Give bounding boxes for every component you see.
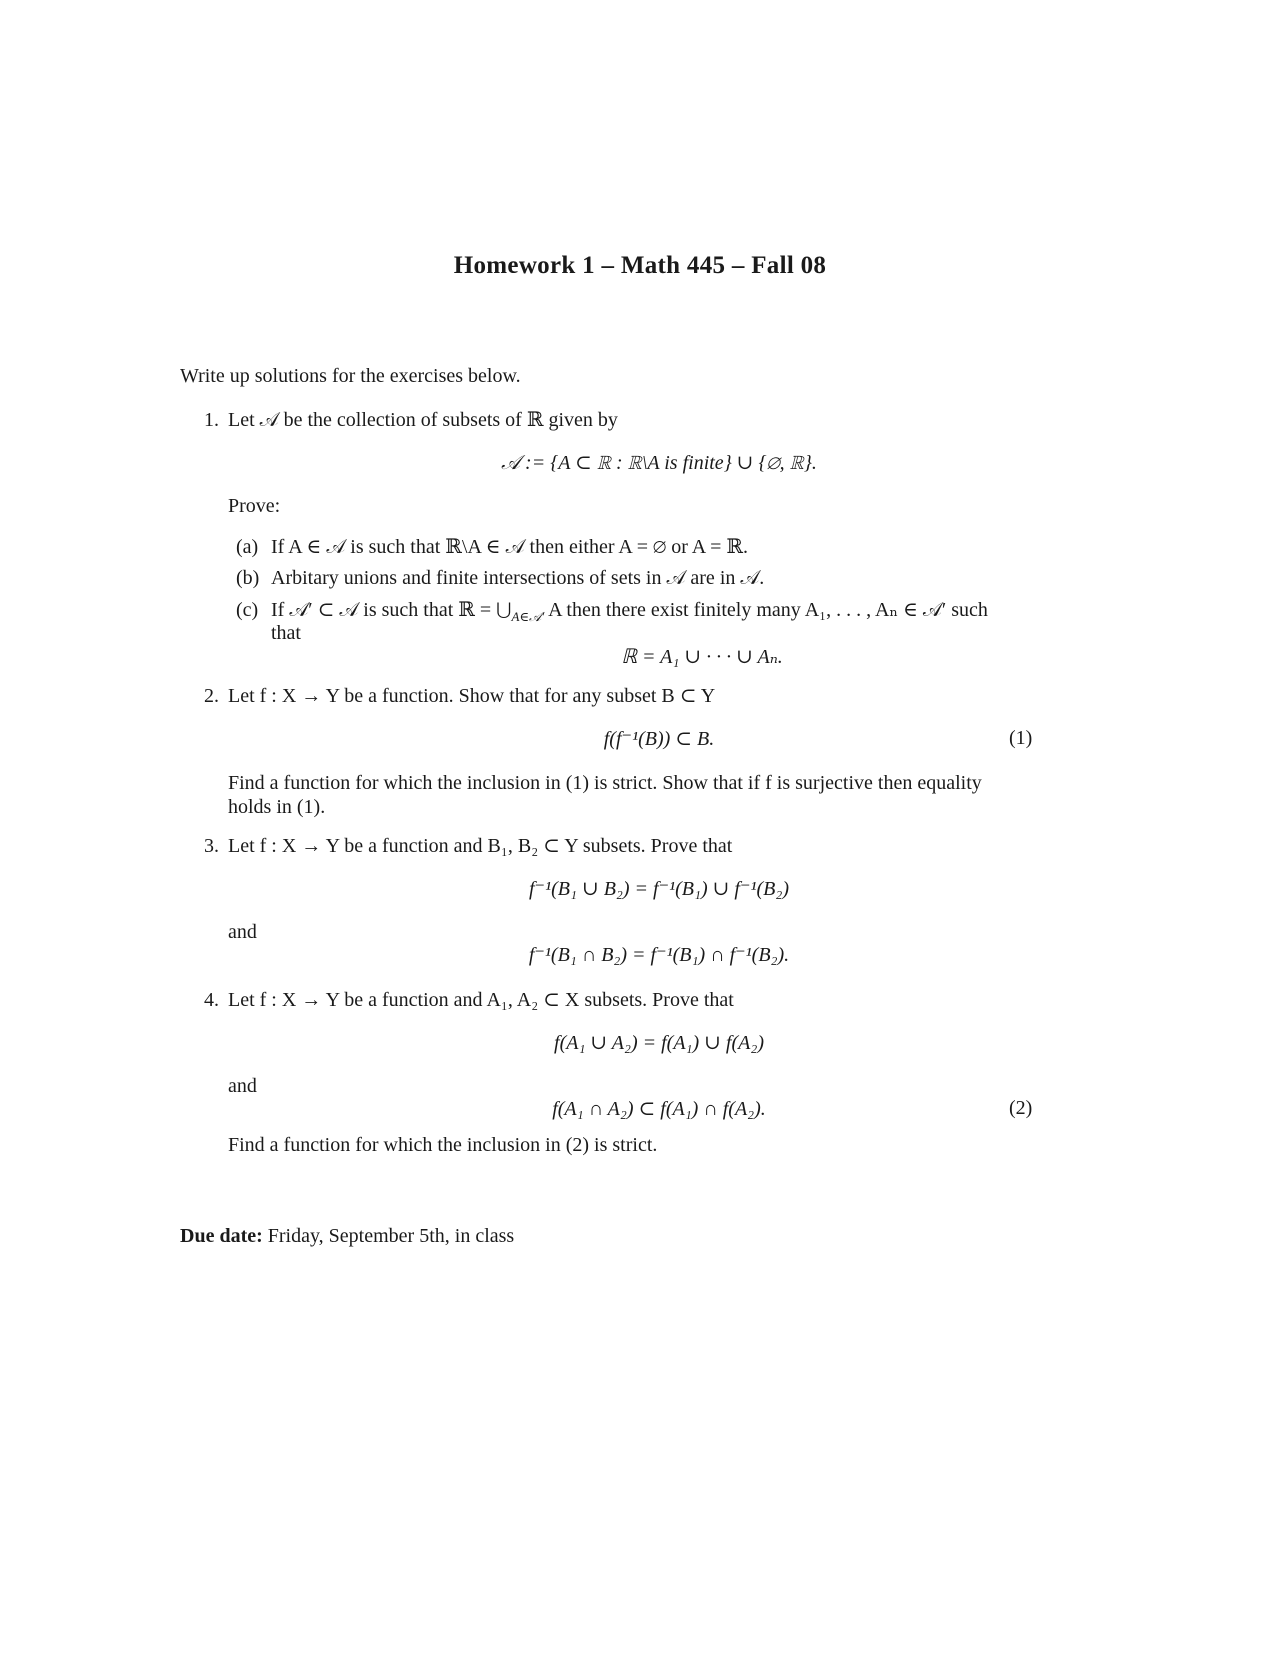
part-c-text-line2: that	[271, 622, 301, 644]
problem-3-and: and	[228, 921, 257, 943]
part-c-label: (c)	[236, 599, 259, 621]
problem-1-equation: 𝒜 := {A ⊂ ℝ : ℝ\A is finite} ∪ {∅, ℝ}.	[501, 452, 817, 474]
due-date-label: Due date:	[180, 1225, 263, 1247]
problem-1-text: Let 𝒜 be the collection of subsets of ℝ given by	[228, 409, 618, 431]
problem-1-prove-label: Prove:	[228, 495, 281, 517]
problem-4-followup: Find a function for which the inclusion in (2) is strict.	[228, 1134, 658, 1156]
problem-4-number: 4.	[204, 989, 219, 1011]
problem-3-text: Let f : X → Y be a function and B₁, B₂ ⊂ Y subsets. Prove that	[228, 835, 733, 857]
problem-2-followup-line1: Find a function for which the inclusion in (1) is strict. Show that if f is surjective then equality	[228, 772, 982, 794]
part-c-equation: ℝ = A₁ ∪ · · · ∪ Aₙ.	[621, 646, 783, 668]
problem-3-number: 3.	[204, 835, 219, 857]
due-date-text: Friday, September 5th, in class	[267, 1225, 515, 1247]
equation-tag-2: (2)	[1009, 1097, 1033, 1119]
problem-1-number: 1.	[204, 409, 219, 431]
problem-2-followup-line2: holds in (1).	[228, 796, 326, 818]
problem-4-text: Let f : X → Y be a function and A₁, A₂ ⊂ X subsets. Prove that	[228, 989, 734, 1011]
problem-2-number: 2.	[204, 685, 219, 707]
problem-4-equation-2: f(A₁ ∩ A₂) ⊂ f(A₁) ∩ f(A₂).	[552, 1098, 766, 1120]
due-date	[180, 1224, 514, 1248]
problem-4-equation-1: f(A₁ ∪ A₂) = f(A₁) ∪ f(A₂)	[554, 1032, 764, 1054]
problem-2-text: Let f : X → Y be a function. Show that for any subset B ⊂ Y	[228, 685, 716, 707]
problem-2-equation: f(f⁻¹(B)) ⊂ B.	[603, 728, 715, 750]
part-c-subscript: A∈𝒜′	[511, 609, 545, 624]
problem-3-equation-2: f⁻¹(B₁ ∩ B₂) = f⁻¹(B₁) ∩ f⁻¹(B₂).	[528, 944, 790, 966]
part-a-label: (a)	[236, 536, 259, 558]
part-a-text: If A ∈ 𝒜 is such that ℝ\A ∈ 𝒜 then either A = ∅ or A = ℝ.	[271, 536, 749, 558]
intro-text: Write up solutions for the exercises below.	[180, 365, 521, 387]
part-b-text: Arbitary unions and finite intersections of sets in 𝒜 are in 𝒜.	[271, 567, 765, 589]
part-c-text-start: If 𝒜′ ⊂ 𝒜 is such that ℝ = ⋃	[271, 599, 512, 621]
problem-3-equation-1: f⁻¹(B₁ ∪ B₂) = f⁻¹(B₁) ∪ f⁻¹(B₂)	[529, 878, 789, 900]
problem-4-and: and	[228, 1075, 257, 1097]
part-c-text-end: A then there exist finitely many A₁, . . . , Aₙ ∈ 𝒜′ such	[544, 599, 988, 621]
page-title: Homework 1 – Math 445 – Fall 08	[453, 252, 827, 279]
equation-tag-1: (1)	[1009, 727, 1033, 749]
part-b-label: (b)	[236, 567, 260, 589]
part-c-text-line1	[271, 598, 988, 629]
